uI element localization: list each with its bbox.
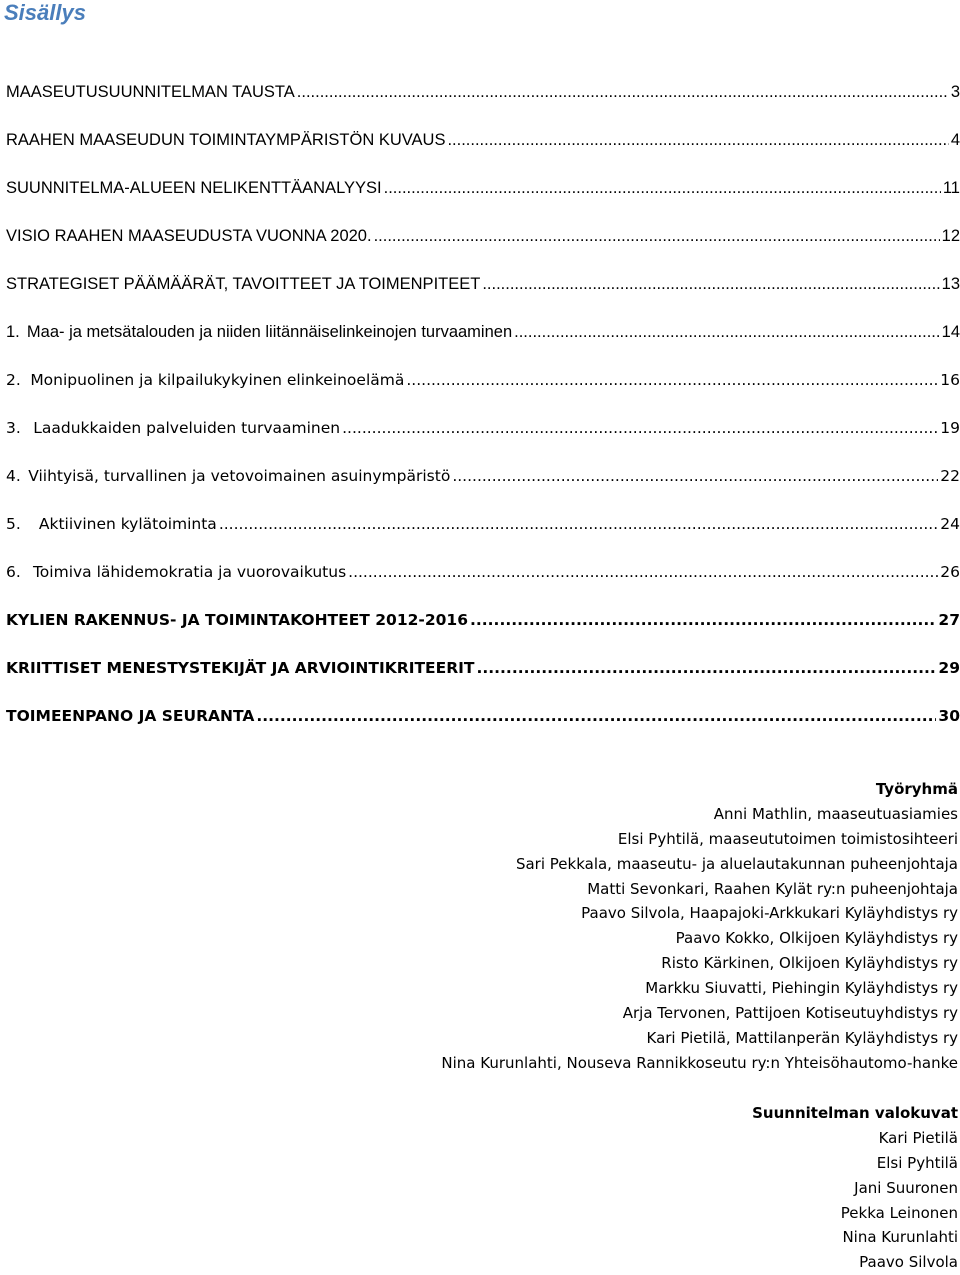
toc-leader-dots <box>384 176 941 200</box>
toc-entry-number: 1. <box>6 323 20 341</box>
toc-entry-title: Monipuolinen ja kilpailukykyinen elinkeinoelämä <box>30 371 405 389</box>
toc-entry[interactable] <box>6 368 960 392</box>
workgroup-member: Kari Pietilä, Mattilanperän Kyläyhdistys ry <box>646 1028 958 1047</box>
photos-member: Nina Kurunlahti <box>842 1228 958 1247</box>
toc-leader-dots <box>514 320 940 344</box>
photos-member: Paavo Silvola <box>859 1253 958 1272</box>
toc-entry[interactable] <box>6 560 960 584</box>
workgroup-member: Anni Mathlin, maaseutuasiamies <box>713 804 958 823</box>
toc-entry-title: TOIMEENPANO JA SEURANTA <box>6 707 255 725</box>
toc-entry-number: 6. <box>6 563 21 581</box>
workgroup-member: Risto Kärkinen, Olkijoen Kyläyhdistys ry <box>661 954 958 973</box>
toc-entry-title: KRIITTISET MENESTYSTEKIJÄT JA ARVIOINTIKRITEERIT <box>6 659 475 677</box>
toc-entry-title: RAAHEN MAASEUDUN TOIMINTAYMPÄRISTÖN KUVAUS <box>6 131 446 149</box>
toc-entry[interactable] <box>6 80 960 104</box>
toc-leader-dots <box>348 560 938 584</box>
toc-entry-page: 22 <box>940 467 960 485</box>
toc-entry-page: 16 <box>940 371 960 389</box>
workgroup-member: Sari Pekkala, maaseutu- ja aluelautakunnan puheenjohtaja <box>515 854 958 873</box>
toc-leader-dots <box>256 704 936 728</box>
photos-member: Pekka Leinonen <box>840 1203 958 1222</box>
toc-leader-dots <box>476 656 936 680</box>
toc-leader-dots <box>452 464 938 488</box>
toc-entry[interactable] <box>6 608 960 632</box>
toc-entry[interactable] <box>6 416 960 440</box>
toc-entry-page: 30 <box>938 707 960 725</box>
workgroup-credits <box>441 777 958 1076</box>
workgroup-member: Matti Sevonkari, Raahen Kylät ry:n puheenjohtaja <box>587 879 958 898</box>
toc-entry[interactable] <box>6 704 960 728</box>
toc-leader-dots <box>374 224 940 248</box>
workgroup-member: Markku Siuvatti, Piehingin Kyläyhdistys ry <box>645 979 958 998</box>
photo-credits <box>752 1101 958 1275</box>
toc-entry-number: 3. <box>6 419 21 437</box>
workgroup-member: Paavo Kokko, Olkijoen Kyläyhdistys ry <box>675 929 958 948</box>
toc-entry-title: VISIO RAAHEN MAASEUDUSTA VUONNA 2020. <box>6 227 372 245</box>
toc-entry-page: 24 <box>940 515 960 533</box>
toc-entry[interactable] <box>6 128 960 152</box>
toc-entry-title: Viihtyisä, turvallinen ja vetovoimainen asuinympäristö <box>28 467 451 485</box>
toc-entry-title: SUUNNITELMA-ALUEEN NELIKENTTÄANALYYSI <box>6 179 382 197</box>
workgroup-member: Arja Tervonen, Pattijoen Kotiseutuyhdistys ry <box>622 1004 958 1023</box>
photos-member: Kari Pietilä <box>878 1128 958 1147</box>
toc-entry-title: KYLIEN RAKENNUS- JA TOIMINTAKOHTEET 2012-2016 <box>6 611 468 629</box>
toc-entry[interactable] <box>6 656 960 680</box>
toc-leader-dots <box>342 416 938 440</box>
toc-entry-page: 13 <box>941 275 960 293</box>
workgroup-member: Paavo Silvola, Haapajoki-Arkkukari Kyläyhdistys ry <box>581 904 958 923</box>
workgroup-title: Työryhmä <box>875 780 958 798</box>
toc-entry-page: 26 <box>940 563 960 581</box>
toc-leader-dots <box>406 368 938 392</box>
toc-entry-page: 29 <box>938 659 960 677</box>
toc-entry-title: Laadukkaiden palveluiden turvaaminen <box>33 419 341 437</box>
toc-entry-title: Maa- ja metsätalouden ja niiden liitännäiselinkeinojen turvaaminen <box>26 323 513 341</box>
toc-leader-dots <box>297 80 949 104</box>
toc-entry-number: 2. <box>6 371 21 389</box>
toc-entry-title: Aktiivinen kylätoiminta <box>38 515 217 533</box>
page-title: Sisällys <box>4 0 86 25</box>
toc-leader-dots <box>482 272 939 296</box>
toc-entry-page: 4 <box>950 131 960 149</box>
toc-entry-page: 14 <box>941 323 960 341</box>
toc-entry-page: 11 <box>942 179 960 197</box>
toc-entry-title: Toimiva lähidemokratia ja vuorovaikutus <box>32 563 347 581</box>
toc-entry-title: STRATEGISET PÄÄMÄÄRÄT, TAVOITTEET JA TOIMENPITEET <box>6 275 481 293</box>
toc-entry[interactable] <box>6 272 960 296</box>
toc-entry-page: 3 <box>950 83 960 101</box>
toc-leader-dots <box>219 512 938 536</box>
toc-entry[interactable] <box>6 176 960 200</box>
workgroup-member: Elsi Pyhtilä, maaseututoimen toimistosihteeri <box>617 829 958 848</box>
photos-member: Elsi Pyhtilä <box>876 1153 958 1172</box>
toc-entry[interactable] <box>6 320 960 344</box>
toc-entry-page: 19 <box>940 419 960 437</box>
photos-title: Suunnitelman valokuvat <box>752 1104 958 1122</box>
toc-leader-dots <box>447 128 948 152</box>
toc-entry[interactable] <box>6 464 960 488</box>
toc-leader-dots <box>470 608 936 632</box>
workgroup-member: Nina Kurunlahti, Nouseva Rannikkoseutu ry:n Yhteisöhautomo-hanke <box>441 1053 958 1072</box>
toc-entry-page: 12 <box>941 227 960 245</box>
toc-entry[interactable] <box>6 512 960 536</box>
toc-entry-number: 4. <box>6 467 21 485</box>
toc-entry-title: MAASEUTUSUUNNITELMAN TAUSTA <box>6 83 295 101</box>
photos-member: Jani Suuronen <box>854 1178 958 1197</box>
toc-entry-number: 5. <box>6 515 21 533</box>
toc-entry[interactable] <box>6 224 960 248</box>
toc-entry-page: 27 <box>938 611 960 629</box>
